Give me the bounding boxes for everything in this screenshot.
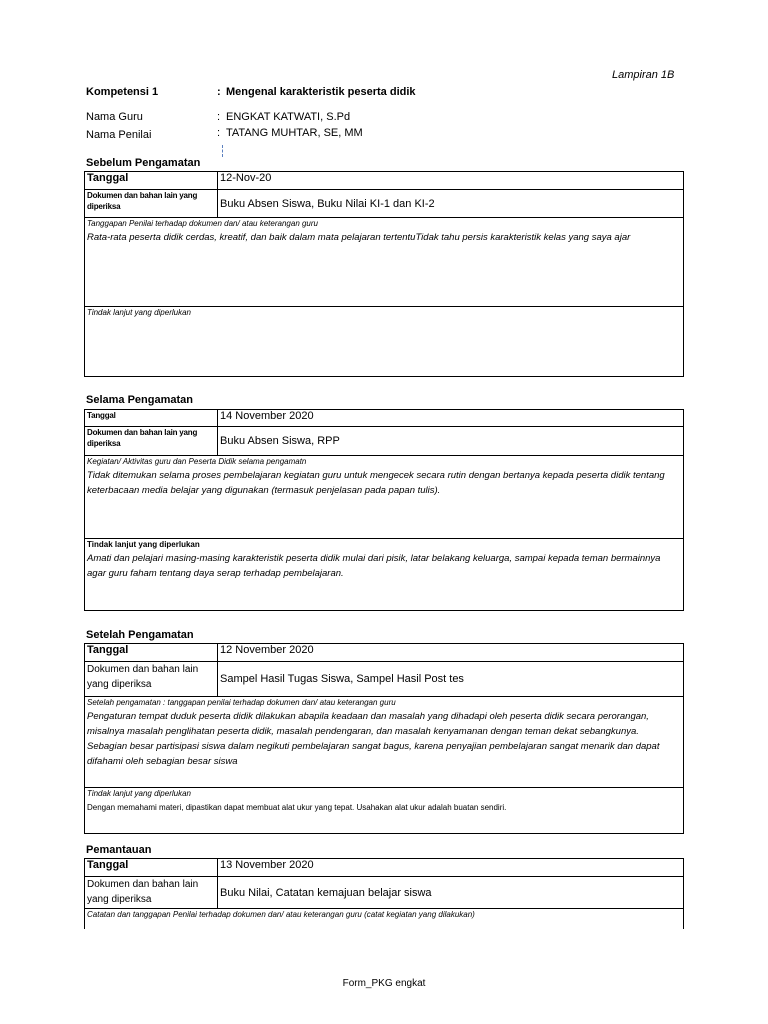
pemantauan-catatan-cell bbox=[85, 909, 684, 929]
nama-guru-colon: : bbox=[217, 111, 221, 123]
lampiran-label: Lampiran 1B bbox=[612, 69, 675, 81]
pemantauan-table bbox=[84, 858, 684, 929]
setelah-tindak-cell bbox=[85, 788, 684, 834]
setelah-tindak-label: Tindak lanjut yang diperlukan bbox=[87, 789, 191, 798]
cell-cursor-marker bbox=[222, 145, 223, 157]
sebelum-dokumen-value: Buku Absen Siswa, Buku Nilai KI-1 dan KI-2 bbox=[218, 190, 684, 218]
setelah-tindak-value: Dengan memahami materi, dipastikan dapat membuat alat ukur yang tepat. Usahakan alat ukur adalah buatan sendiri. bbox=[87, 803, 507, 812]
setelah-dokumen-label: Dokumen dan bahan lain yang diperiksa bbox=[85, 662, 218, 697]
selama-tindak-cell bbox=[85, 539, 684, 611]
setelah-tanggapan-cell bbox=[85, 697, 684, 788]
selama-tindak-label: Tindak lanjut yang diperlukan bbox=[87, 540, 200, 549]
pemantauan-tanggal-value: 13 November 2020 bbox=[218, 859, 684, 877]
footer-label: Form_PKG engkat bbox=[342, 978, 426, 989]
setelah-title: Setelah Pengamatan bbox=[86, 629, 194, 641]
sebelum-tanggal-value: 12-Nov-20 bbox=[218, 172, 684, 190]
kompetensi-colon: : bbox=[217, 86, 221, 98]
setelah-dokumen-value: Sampel Hasil Tugas Siswa, Sampel Hasil Post tes bbox=[218, 662, 684, 697]
nama-penilai-value: TATANG MUHTAR, SE, MM bbox=[226, 127, 363, 139]
nama-guru-value: ENGKAT KATWATI, S.Pd bbox=[226, 111, 351, 123]
selama-table bbox=[84, 409, 684, 611]
pemantauan-tanggal-label: Tanggal bbox=[85, 859, 218, 877]
sebelum-tanggapan-cell bbox=[85, 218, 684, 307]
nama-penilai-colon: : bbox=[217, 127, 221, 139]
pemantauan-dokumen-label: Dokumen dan bahan lain yang diperiksa bbox=[85, 877, 218, 909]
pemantauan-catatan-label: Catatan dan tanggapan Penilai terhadap dokumen dan/ atau keterangan guru (catat kegiatan yang dilakukan) bbox=[87, 910, 475, 919]
sebelum-tanggapan-value: Rata-rata peserta didik cerdas, kreatif, dan baik dalam mata pelajaran tertentuTidak tahu persis karakteristik kelas yang saya ajar bbox=[87, 232, 631, 243]
sebelum-tindak-label: Tindak lanjut yang diperlukan bbox=[87, 308, 191, 317]
selama-dokumen-value: Buku Absen Siswa, RPP bbox=[218, 427, 684, 456]
selama-kegiatan-label: Kegiatan/ Aktivitas guru dan Peserta Didik selama pengamatn bbox=[87, 457, 307, 466]
setelah-tanggal-label: Tanggal bbox=[85, 644, 218, 662]
setelah-tanggapan-label: Setelah pengamatan : tanggapan penilai terhadap dokumen dan/ atau keterangan guru bbox=[87, 698, 396, 707]
nama-guru-label: Nama Guru bbox=[86, 111, 143, 123]
nama-penilai-label: Nama Penilai bbox=[86, 129, 152, 141]
kompetensi-value: Mengenal karakteristik peserta didik bbox=[226, 86, 416, 98]
setelah-table bbox=[84, 643, 684, 834]
selama-dokumen-label: Dokumen dan bahan lain yang diperiksa bbox=[85, 427, 218, 456]
pemantauan-dokumen-value: Buku Nilai, Catatan kemajuan belajar siswa bbox=[218, 877, 684, 909]
selama-kegiatan-cell bbox=[85, 456, 684, 539]
sebelum-dokumen-label: Dokumen dan bahan lain yang diperiksa bbox=[85, 190, 218, 218]
sebelum-tindak-cell bbox=[85, 307, 684, 377]
sebelum-tanggapan-label: Tanggapan Penilai terhadap dokumen dan/ atau keterangan guru bbox=[87, 219, 318, 228]
selama-tanggal-label: Tanggal bbox=[85, 410, 218, 427]
selama-tindak-value: Amati dan pelajari masing-masing karakteristik peserta didik mulai dari pisik, latar belakang keluarga, sampai kepada teman bermainnya agar guru faham tentang daya serap terhadap pembelajaran. bbox=[87, 553, 661, 579]
setelah-tanggapan-value: Pengaturan tempat duduk peserta didik dilakukan abapila keadaan dan masalah yang dihadapi oleh peserta didik secara perorangan, misalnya masalah penglihatan peserta didik, masalah pendengaran, dan masalah kenyamanan dengan teman dekat sebangkunya. Sebagian besar partisipasi siswa dalam negikuti pembelajaran sangat bagus, karena penyajian pembelajaran sangat menarik dan dapat difahami oleh sebagian besar siswa bbox=[87, 711, 660, 767]
sebelum-table bbox=[84, 171, 684, 377]
pemantauan-title: Pemantauan bbox=[86, 844, 152, 856]
selama-tanggal-value: 14 November 2020 bbox=[218, 410, 684, 427]
sebelum-tanggal-label: Tanggal bbox=[85, 172, 218, 190]
kompetensi-label: Kompetensi 1 bbox=[86, 86, 159, 98]
selama-kegiatan-value: Tidak ditemukan selama proses pembelajaran kegiatan guru untuk mengecek secara rutin dengan bertanya kepada peserta didik tentang keterbacaan media belajar yang digunakan (termasuk penjelasan pada papan tulis). bbox=[87, 470, 665, 496]
sebelum-title: Sebelum Pengamatan bbox=[86, 157, 201, 169]
setelah-tanggal-value: 12 November 2020 bbox=[218, 644, 684, 662]
selama-title: Selama Pengamatan bbox=[86, 394, 193, 406]
